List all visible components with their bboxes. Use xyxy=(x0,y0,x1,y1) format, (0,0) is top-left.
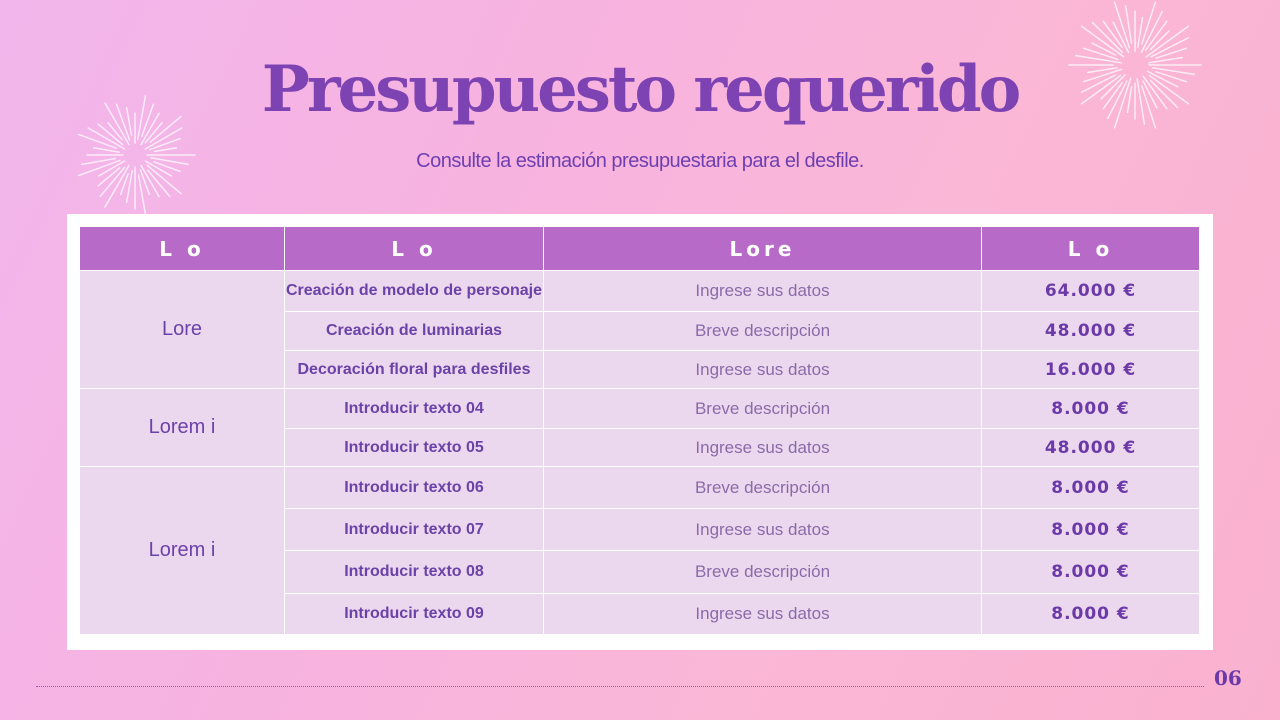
description-cell: Ingrese sus datos xyxy=(544,594,982,635)
table-row xyxy=(80,271,1200,312)
page-number: 06 xyxy=(1214,666,1242,690)
column-header-cost: L o xyxy=(982,227,1200,271)
cost-cell: 64.000 € xyxy=(982,271,1200,312)
group-label: Lorem i xyxy=(80,467,285,635)
column-header-group: L o xyxy=(80,227,285,271)
group-label: Lore xyxy=(80,271,285,389)
concept-cell: Introducir texto 05 xyxy=(285,429,544,467)
concept-cell: Introducir texto 09 xyxy=(285,594,544,635)
page-title: Presupuesto requerido xyxy=(261,52,1019,127)
description-cell: Ingrese sus datos xyxy=(544,271,982,312)
footer-divider xyxy=(36,686,1204,687)
cost-cell: 8.000 € xyxy=(982,509,1200,551)
concept-cell: Introducir texto 04 xyxy=(285,389,544,429)
description-cell: Breve descripción xyxy=(544,551,982,594)
concept-cell: Creación de modelo de personaje xyxy=(285,271,544,312)
description-cell: Breve descripción xyxy=(544,312,982,351)
column-header-description: Lore xyxy=(544,227,982,271)
cost-cell: 16.000 € xyxy=(982,351,1200,389)
concept-cell: Introducir texto 07 xyxy=(285,509,544,551)
concept-cell: Introducir texto 06 xyxy=(285,467,544,509)
concept-cell: Decoración floral para desfiles xyxy=(285,351,544,389)
cost-cell: 8.000 € xyxy=(982,467,1200,509)
group-label: Lorem i xyxy=(80,389,285,467)
budget-table xyxy=(79,226,1200,635)
budget-table-card xyxy=(67,214,1213,650)
description-cell: Ingrese sus datos xyxy=(544,429,982,467)
description-cell: Breve descripción xyxy=(544,467,982,509)
description-cell: Ingrese sus datos xyxy=(544,351,982,389)
column-header-concept: L o xyxy=(285,227,544,271)
table-row xyxy=(80,467,1200,509)
cost-cell: 48.000 € xyxy=(982,429,1200,467)
cost-cell: 8.000 € xyxy=(982,551,1200,594)
cost-cell: 8.000 € xyxy=(982,389,1200,429)
table-header-row xyxy=(80,227,1200,271)
description-cell: Breve descripción xyxy=(544,389,982,429)
page-subtitle: Consulte la estimación presupuestaria para el desfile. xyxy=(416,150,864,172)
concept-cell: Introducir texto 08 xyxy=(285,551,544,594)
description-cell: Ingrese sus datos xyxy=(544,509,982,551)
cost-cell: 48.000 € xyxy=(982,312,1200,351)
concept-cell: Creación de luminarias xyxy=(285,312,544,351)
table-row xyxy=(80,389,1200,429)
cost-cell: 8.000 € xyxy=(982,594,1200,635)
